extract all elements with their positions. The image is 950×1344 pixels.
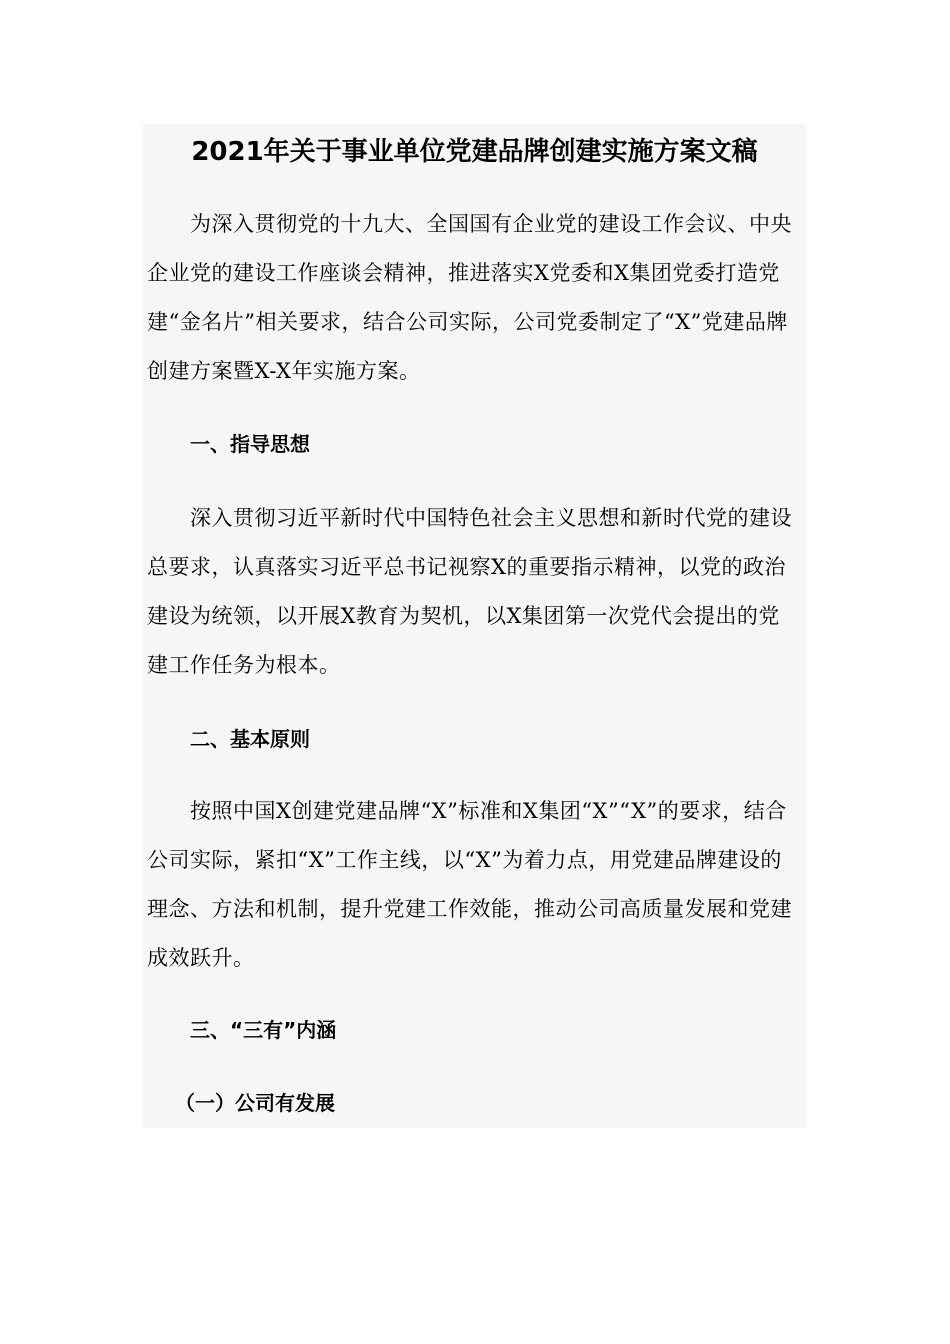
section-body-basic-principles: 按照中国X创建党建品牌“X”标准和X集团“X”“X”的要求，结合公司实际，紧扣“X”工作主线，以“X”为着力点，用党建品牌建设的理念、方法和机制，提升党建工作效能，推动公司高质量发展和党建成效跃升。 xyxy=(147,799,792,970)
subsection-heading-company-development: （一）公司有发展 xyxy=(175,1091,335,1115)
document-title: 2021年关于事业单位党建品牌创建实施方案文稿 xyxy=(191,137,758,167)
section-heading-basic-principles: 二、基本原则 xyxy=(190,727,310,751)
section-body-guiding-ideology: 深入贯彻习近平新时代中国特色社会主义思想和新时代党的建设总要求，认真落实习近平总书记视察X的重要指示精神，以党的政治建设为统领，以开展X教育为契机，以X集团第一次党代会提出的党建工作任务为根本。 xyxy=(147,506,792,677)
section-heading-guiding-ideology: 一、指导思想 xyxy=(190,432,310,456)
section-heading-three-haves: 三、“三有”内涵 xyxy=(190,1018,337,1042)
intro-paragraph: 为深入贯彻党的十九大、全国国有企业党的建设工作会议、中央企业党的建设工作座谈会精神，推进落实X党委和X集团党委打造党建“金名片”相关要求，结合公司实际，公司党委制定了“X”党建品牌创建方案暨X-X年实施方案。 xyxy=(147,212,792,383)
